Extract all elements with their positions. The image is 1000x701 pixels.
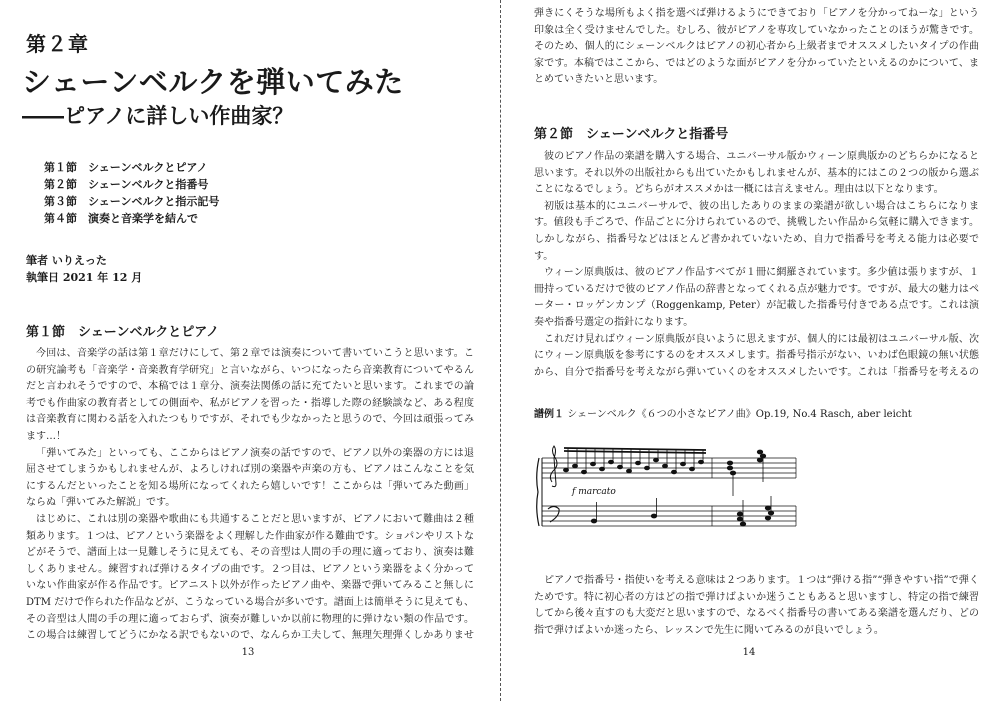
score-dynamic-marking: f marcato bbox=[572, 487, 616, 497]
paragraph: 今回は、音楽学の話は第１章だけにして、第２章では演奏について書いていこうと思います。この研究論考も「音楽学・音楽教育学研究」と言いながら、いつになったら音楽教育についてやるんだと言われそうですので、本稿では１章分、演奏法関係の話に充てたいと思います。これまでの論考でも作曲家の教育者としての側面や、私がピアノを習った・指導した際の経験談など、ある程度は音楽教育に関わる話を入れたつもりですが、それでも少なかったと思うので、今回は頑張ってみます…！ bbox=[26, 348, 474, 442]
section-1-heading: 第１節 シェーンベルクとピアノ bbox=[26, 325, 220, 340]
chapter-title: シェーンベルクを弾いてみた bbox=[22, 65, 404, 99]
left-body-text bbox=[26, 346, 474, 646]
right-body-text bbox=[534, 149, 979, 381]
right-page bbox=[501, 0, 1000, 701]
toc-item-2: 第２節 シェーンベルクと指番号 bbox=[44, 178, 209, 191]
toc-item-3: 第３節 シェーンベルクと指示記号 bbox=[44, 195, 220, 208]
figure-caption bbox=[534, 405, 912, 420]
chapter-label: 第２章 bbox=[26, 32, 89, 56]
author-block bbox=[26, 252, 142, 286]
author-line: 筆者 いりえった bbox=[26, 254, 107, 267]
toc-item-1: 第１節 シェーンベルクとピアノ bbox=[44, 161, 208, 174]
page-number-left: 13 bbox=[241, 647, 255, 658]
section-2-heading: 第２節 シェーンベルクと指番号 bbox=[534, 127, 729, 142]
paragraph: ピアノで指番号・指使いを考える意味は２つあります。１つは“弾ける指”“弾きやすい指”で弾くためです。特に初心者の方はどの指で弾けばよいか迷うこともあると思いますし、特定の指で練習してから後々直すのも大変だと思いますので、なるべく指番号の書いてある楽譜を選んだり、どの指で弾けばよいか迷ったら、レッスンで先生に聞いてみるのが良いでしょう。 bbox=[534, 575, 979, 636]
paragraph: 弾きにくそうな場所もよく指を選べば弾けるようにできており「ピアノを分かってねーな」という印象は全く受けませんでした。むしろ、彼がピアノを専攻していなかったことのほうが驚きです。そのため、個人的にシェーンベルクはピアノの初心者から上級者までオススメしたいタイプの作曲家です。本稿ではここから、ではどのような面がピアノを分かっていたといえるのかについて、まとめていきたいと思います。 bbox=[534, 8, 979, 86]
table-of-contents bbox=[44, 159, 219, 227]
right-intro-text bbox=[534, 6, 979, 92]
paragraph: ウィーン原典版は、彼のピアノ作品すべてが１冊に網羅されています。多少値は張りますが、１冊持っているだけで彼のピアノ作品の辞書となってくれる点が魅力です。ですが、最大の魅力はペーター・ロッゲンカンプ（Roggenkamp, Peter）が記載した指番号付きである点です。これは演奏や指番号選定の指針になります。 bbox=[534, 267, 979, 328]
paragraph: これだけ見ればウィーン原典版が良いように思えますが、個人的には最初はユニバーサル版、次にウィーン原典版を参考にするのをオススメします。指番号指示がない、いわば色眼鏡の無い状態から、自分で指番号を考えながら弾いていくのをオススメしたいです。これは「指番号を考えるの bbox=[534, 333, 979, 378]
paragraph: 「弾いてみた」といっても、ここからはピアノ演奏の話ですので、ピアノ以外の楽器の方には退屈させてしまうかもしれませんが、よろしければ別の楽器や声楽の方も、ピアノはこんなことを気にするんだといったことを知る場所になってくれたら嬉しいです！ここからは「弾いてみた動画」ならぬ「弾いてみた解説」です。 bbox=[26, 447, 474, 509]
paragraph: はじめに、これは別の楽器や歌曲にも共通することだと思いますが、ピアノにおいて難曲は２種類あります。１つは、ピアノという楽器をよく理解した作曲家が作る難曲です。ショパンやリストなどがそうで、譜面上は一見難しそうに見えても、その音型は人間の手の理に適っており、演奏は難しくありません。練習すれば弾けるタイプの曲です。２つ目は、ピアノという楽器をよく分かっていない作曲家が作る作品です。ピアニスト以外が作ったピアノ曲や、楽器で弾いてみること無しに DTM だけで作られた作品などが、こうなっている場合が多いです。譜面上は簡単そうに見えても、その音型は人間の手の理に適っておらず、演奏が難しいか以前に物理的に弾けない類の作品です。この場合は練習してどうにかなる訳でもないので、なんらか工夫して、無理矢理弾くしかありませ bbox=[26, 513, 474, 642]
paragraph: 彼のピアノ作品の楽譜を購入する場合、ユニバーサル版かウィーン原典版かのどちらかになると思います。それ以外の出版社からも出ていたかもしれませんが、基本的にはこの２つの版から選ぶことになるでしょう。どちらがオススメかは一概には言えません。理由は以下となります。 bbox=[534, 151, 979, 196]
figure-label: 譜例１ bbox=[534, 409, 564, 420]
date-line: 執筆日 2021 年 12 月 bbox=[26, 271, 143, 284]
toc-item-4: 第４節 演奏と音楽学を結んで bbox=[44, 212, 198, 225]
page-number-right: 14 bbox=[742, 647, 756, 658]
right-closing-text bbox=[534, 573, 979, 641]
chapter-subtitle: ――ピアノに詳しい作曲家？ bbox=[22, 103, 294, 128]
paragraph: 初版は基本的にユニバーサルで、彼の出したありのままの楽譜が欲しい場合はこちらになります。値段も手ごろで、作品ごとに分けられているので、挑戦したい作品から気軽に購入できます。しかしながら、指番号などはほとんど書かれていないため、自力で指番号を考える能力は必要です。 bbox=[534, 200, 979, 262]
music-score-image bbox=[534, 436, 804, 546]
figure-caption-text: シェーンベルク《６つの小さなピアノ曲》Op.19, No.4 Rasch, aber leicht bbox=[567, 409, 912, 420]
